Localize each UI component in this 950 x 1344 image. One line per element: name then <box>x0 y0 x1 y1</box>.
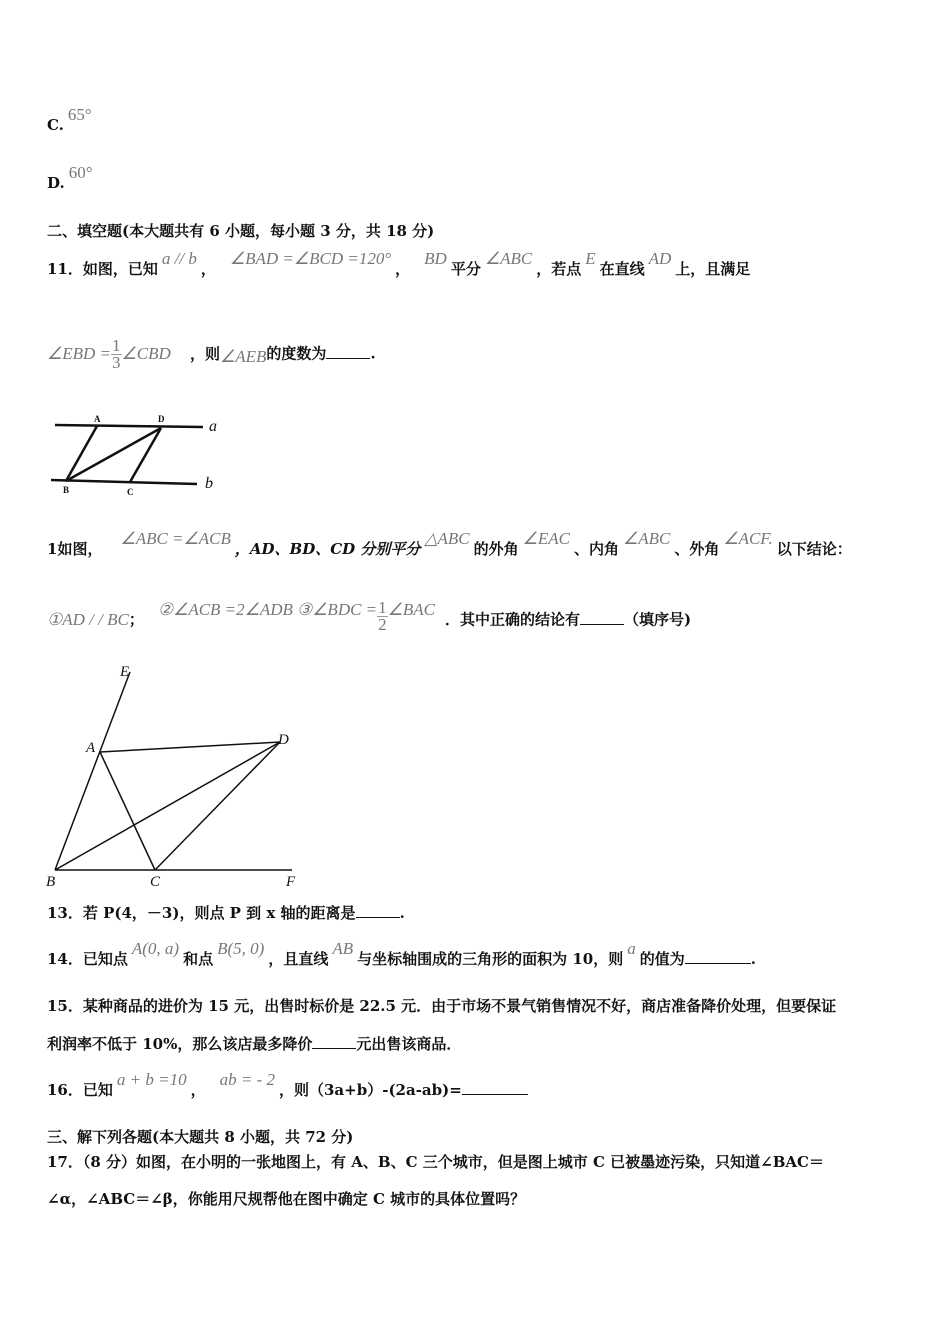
point-label: B <box>63 485 70 495</box>
conclusion-2: ②∠ACB =2∠ADB <box>157 599 293 619</box>
answer-blank <box>356 905 400 918</box>
answer-blank <box>312 1036 356 1049</box>
option-value: 60° <box>68 163 93 182</box>
text: 的度数为 <box>266 344 327 363</box>
text: . <box>399 904 405 922</box>
math: B(5, 0) <box>217 939 265 958</box>
q-num: 11． <box>47 260 83 278</box>
line-label: b <box>205 475 213 492</box>
text: 、外角 <box>674 540 720 558</box>
point-label: A <box>86 740 96 756</box>
text: 元出售该商品． <box>356 1035 462 1053</box>
math: ∠EBD = <box>47 343 112 363</box>
text: 若 P(4，－3)，则点 P 到 x 轴的距离是 <box>82 904 356 922</box>
point-label: F <box>286 874 296 890</box>
conclusion-1: ①AD / / BC <box>47 609 129 629</box>
q-num: 13． <box>47 904 83 922</box>
answer-blank <box>326 346 370 359</box>
figure-parallel-lines <box>45 410 235 502</box>
point-label: A <box>94 414 101 424</box>
q-num: 15． <box>47 997 83 1015</box>
text: ，若点 <box>536 260 582 278</box>
math: ∠ABC <box>484 249 533 268</box>
math: ∠ABC =∠ACB <box>120 529 231 548</box>
text: 、内角 <box>573 540 619 558</box>
question-16 <box>47 1070 528 1100</box>
question-14 <box>47 939 756 969</box>
text: 的值为 <box>639 950 685 968</box>
text: 利润率不低于 10%，那么该店最多降价 <box>47 1035 313 1053</box>
figure-triangle <box>40 660 310 892</box>
question-13 <box>47 902 405 923</box>
text: 上，且满足 <box>675 260 751 278</box>
numerator: 1 <box>378 598 387 617</box>
section-2-heading: 二、填空题(本大题共有 6 小题，每小题 3 分，共 18 分) <box>47 222 435 240</box>
point-label: E <box>120 664 130 680</box>
text: 平分 <box>450 260 481 278</box>
text: 已知 <box>82 1081 113 1099</box>
text: ，则（3a+b）-(2a-ab)= <box>279 1081 462 1099</box>
text: 以下结论： <box>776 540 852 558</box>
question-12-cont <box>47 598 692 637</box>
math: E <box>585 249 596 268</box>
option-label: D. <box>47 174 65 192</box>
text: ．其中正确的结论有 <box>445 610 581 629</box>
math: ∠BAD =∠BCD =120° <box>229 249 392 268</box>
math: ∠EAC <box>522 529 570 548</box>
denominator: 3 <box>112 353 121 372</box>
text: ，则 <box>190 344 221 363</box>
text: ，且直线 <box>268 950 329 968</box>
point-label: D <box>158 414 165 424</box>
text: （8 分）如图，在小明的一张地图上，有 A、B、C 三个城市，但是图上城市 C 已被墨迹污染，只知道∠BAC＝ <box>82 1153 824 1171</box>
text: （填序号) <box>624 610 692 629</box>
math: ab = - 2 <box>219 1070 275 1089</box>
option-label: C. <box>47 116 64 134</box>
section-3-heading: 三、解下列各题(本大题共 8 小题，共 72 分) <box>47 1128 354 1146</box>
text: ， <box>395 260 411 278</box>
text: . <box>750 950 756 968</box>
math: AB <box>332 939 354 958</box>
option-c <box>47 105 96 135</box>
answer-blank <box>580 612 624 625</box>
math: a // b <box>161 249 197 268</box>
option-d <box>47 163 97 193</box>
question-12 <box>47 529 852 559</box>
text: 的外角 <box>473 540 519 558</box>
q-num: 16． <box>47 1081 83 1099</box>
text: ， <box>190 1081 206 1099</box>
fraction <box>377 600 388 633</box>
question-11 <box>47 249 751 279</box>
point-label: C <box>150 874 161 890</box>
option-value: 65° <box>67 105 92 124</box>
question-11-cont <box>47 338 376 371</box>
point-label: D <box>278 732 289 748</box>
math: AD <box>648 249 672 268</box>
fraction <box>111 338 122 371</box>
point-label: C <box>127 487 134 497</box>
question-17 <box>47 1151 824 1172</box>
math: △ABC <box>424 529 470 548</box>
q-num: 14． <box>47 950 83 968</box>
q-num: 17． <box>47 1153 83 1171</box>
denominator: 2 <box>378 615 387 634</box>
point-label: B <box>46 874 56 890</box>
math: a + b =10 <box>116 1070 187 1089</box>
math: ∠CBD <box>121 343 171 363</box>
math: ∠ACF. <box>723 529 773 548</box>
text: 如图，已知 <box>82 260 158 278</box>
text: 如图， <box>57 540 103 558</box>
text: 和点 <box>183 950 214 968</box>
math: A(0, a) <box>131 939 180 958</box>
question-15 <box>47 995 836 1016</box>
math: ∠AEB <box>220 346 267 366</box>
math: ∠BAC <box>387 599 436 619</box>
text: 在直线 <box>599 260 645 278</box>
q-num: 1 <box>47 540 58 558</box>
text: ， <box>200 260 216 278</box>
math: a <box>627 939 636 958</box>
question-17-cont: ∠α，∠ABC＝∠β，你能用尺规帮他在图中确定 C 城市的具体位置吗？ <box>47 1190 526 1208</box>
conclusion-3: ③∠BDC = <box>296 599 378 619</box>
answer-blank <box>462 1082 528 1095</box>
text: 已知点 <box>82 950 128 968</box>
question-15-cont <box>47 1033 461 1054</box>
math: BD <box>424 249 447 268</box>
answer-blank <box>685 951 751 964</box>
math: ∠ABC <box>622 529 671 548</box>
text: ，AD、BD、CD 分别平分 <box>234 540 421 558</box>
text: ； <box>128 610 144 629</box>
line-label: a <box>209 418 217 435</box>
text: 与坐标轴围成的三角形的面积为 10，则 <box>357 950 624 968</box>
text: . <box>370 344 376 363</box>
numerator: 1 <box>112 336 121 355</box>
text: 某种商品的进价为 15 元，出售时标价是 22.5 元．由于市场不景气销售情况不好，商店准备降价处理，但要保证 <box>82 997 837 1015</box>
